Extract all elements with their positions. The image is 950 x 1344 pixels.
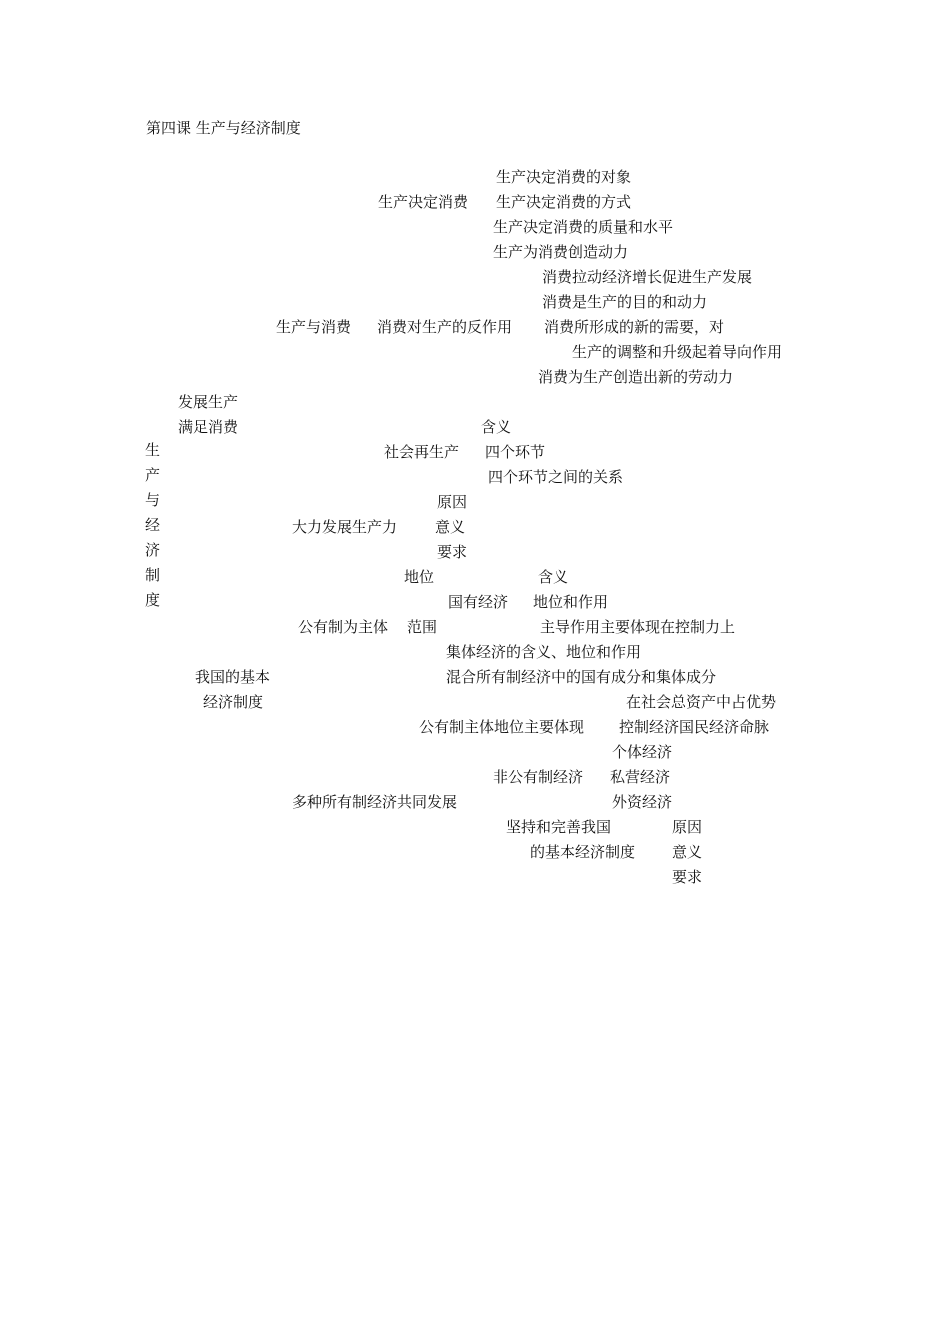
production-determines-consumption: 生产决定消费 (378, 193, 469, 211)
non-public-economy: 非公有制经济 (493, 768, 584, 786)
significance-label: 意义 (672, 843, 703, 861)
reason-label: 原因 (437, 493, 468, 511)
new-needs-line1: 消费所形成的新的需要，对 (544, 318, 725, 336)
four-links: 四个环节 (485, 443, 546, 461)
production-creates-motive: 生产为消费创造动力 (493, 243, 629, 261)
private-economy: 私营经济 (610, 768, 671, 786)
production-and-consumption: 生产与消费 (276, 318, 352, 336)
dominant-assets: 在社会总资产中占优势 (626, 693, 777, 711)
uphold-line1: 坚持和完善我国 (506, 818, 612, 836)
individual-economy: 个体经济 (612, 743, 673, 761)
basic-system-line2: 经济制度 (203, 693, 264, 711)
root-vertical-char: 制 (145, 566, 161, 584)
page-title: 第四课 生产与经济制度 (146, 119, 301, 137)
diverse-ownership: 多种所有制经济共同发展 (292, 793, 458, 811)
production-determines-quality: 生产决定消费的质量和水平 (493, 218, 674, 236)
satisfy-consumption: 满足消费 (178, 418, 239, 436)
consumption-reacts: 消费对生产的反作用 (377, 318, 513, 336)
social-reproduction: 社会再生产 (384, 443, 460, 461)
consumption-drives-growth: 消费拉动经济增长促进生产发展 (542, 268, 753, 286)
root-vertical-char: 济 (145, 541, 161, 559)
root-vertical-char: 经 (145, 516, 161, 534)
meaning-label: 含义 (538, 568, 569, 586)
basic-system-line1: 我国的基本 (195, 668, 271, 686)
leading-role-control: 主导作用主要体现在控制力上 (540, 618, 736, 636)
creates-new-labor: 消费为生产创造出新的劳动力 (538, 368, 734, 386)
scope-label: 范围 (407, 618, 438, 636)
develop-productivity: 大力发展生产力 (292, 518, 398, 536)
control-lifeline: 控制经济国民经济命脉 (619, 718, 770, 736)
collective-economy: 集体经济的含义、地位和作用 (446, 643, 642, 661)
production-determines-method: 生产决定消费的方式 (496, 193, 632, 211)
root-vertical-char: 生 (145, 441, 161, 459)
root-vertical-char: 产 (145, 466, 161, 484)
public-main-body: 公有制为主体 (298, 618, 389, 636)
root-vertical-char: 与 (145, 491, 161, 509)
root-vertical-char: 度 (145, 591, 161, 609)
develop-production: 发展生产 (178, 393, 239, 411)
public-status-reflected: 公有制主体地位主要体现 (419, 718, 585, 736)
state-economy: 国有经济 (448, 593, 509, 611)
foreign-economy: 外资经济 (612, 793, 673, 811)
uphold-line2: 的基本经济制度 (530, 843, 636, 861)
production-determines-object: 生产决定消费的对象 (496, 168, 632, 186)
status-and-role: 地位和作用 (533, 593, 609, 611)
status-label: 地位 (404, 568, 435, 586)
meaning-label: 含义 (481, 418, 512, 436)
requirement-label: 要求 (672, 868, 703, 886)
four-links-relation: 四个环节之间的关系 (488, 468, 624, 486)
significance-label: 意义 (435, 518, 466, 536)
reason-label: 原因 (672, 818, 703, 836)
consumption-is-purpose: 消费是生产的目的和动力 (542, 293, 708, 311)
new-needs-line2: 生产的调整和升级起着导向作用 (572, 343, 783, 361)
requirement-label: 要求 (437, 543, 468, 561)
mixed-ownership: 混合所有制经济中的国有成分和集体成分 (446, 668, 717, 686)
